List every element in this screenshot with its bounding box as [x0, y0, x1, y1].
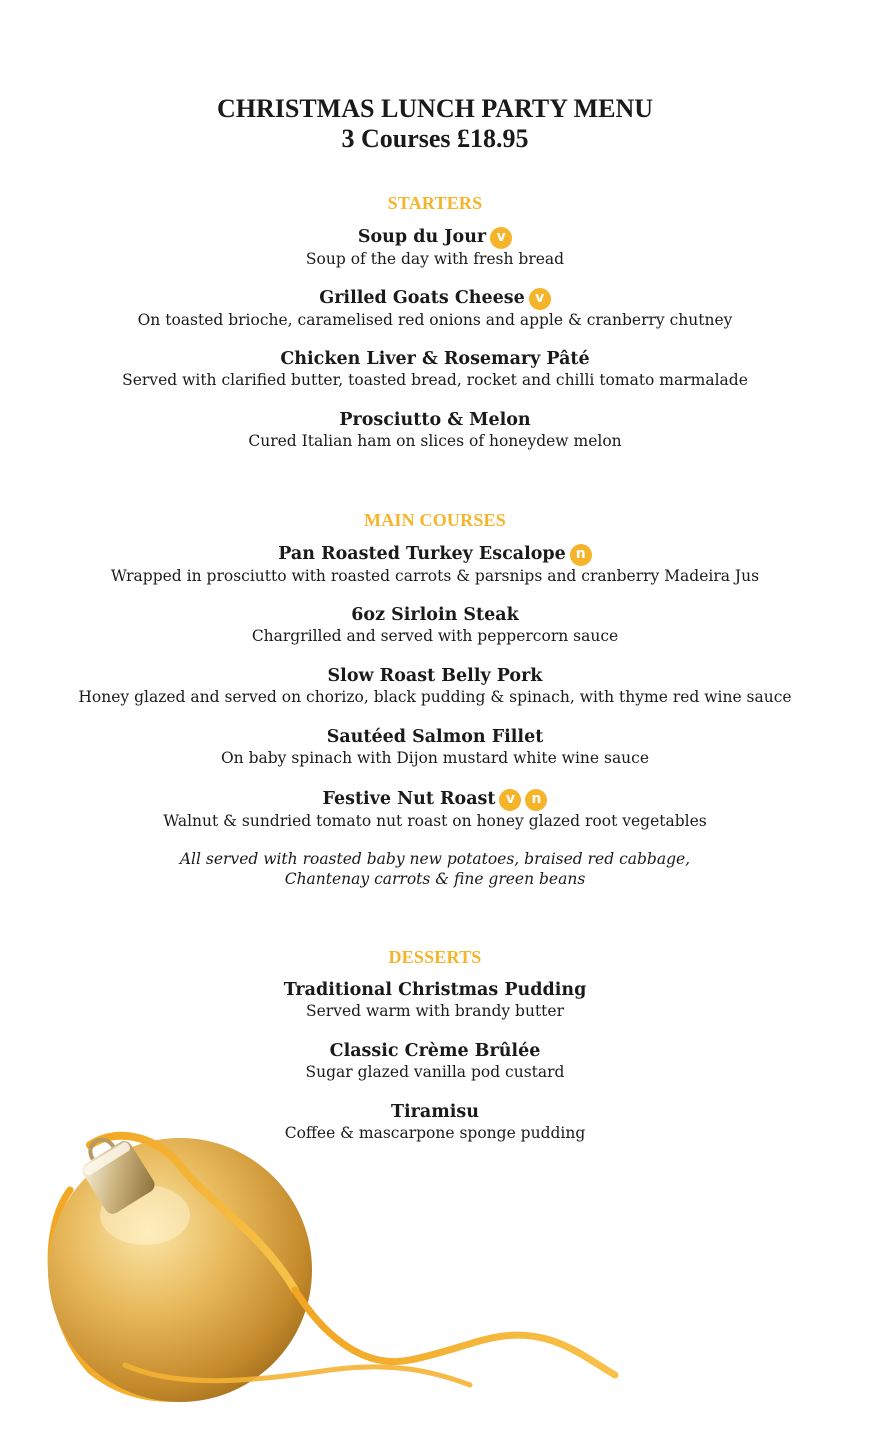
menu-item: [0, 543, 870, 586]
menu-item: [0, 604, 870, 646]
dish-name-line: [0, 979, 870, 1001]
dish-name: Classic Crème Brûlée: [329, 1041, 541, 1061]
dish-description: Cured Italian ham on slices of honeydew melon: [248, 432, 622, 450]
menu-title: CHRISTMAS LUNCH PARTY MENU: [216, 94, 654, 123]
dish-name: Tiramisu: [391, 1102, 479, 1122]
menu-item: [0, 979, 870, 1021]
dish-name-line: [0, 226, 870, 249]
section-heading-mains: MAIN COURSES: [364, 510, 506, 530]
dish-description: Chargrilled and served with peppercorn sauce: [251, 627, 619, 645]
vegetarian-badge-icon: v: [499, 789, 521, 811]
menu-item: [0, 287, 870, 330]
dish-name-line: [0, 287, 870, 310]
dish-name-line: [0, 543, 870, 566]
dish-description: Served warm with brandy butter: [306, 1002, 564, 1020]
dish-description: Sugar glazed vanilla pod custard: [305, 1063, 565, 1081]
dish-description: On baby spinach with Dijon mustard white wine sauce: [220, 749, 650, 767]
menu-item: [0, 726, 870, 768]
nuts-badge-icon: n: [570, 544, 592, 566]
dish-name-line: [0, 665, 870, 687]
menu-item: [0, 665, 870, 707]
dish-description: Walnut & sundried tomato nut roast on honey glazed root vegetables: [163, 812, 707, 830]
section-heading-starters: STARTERS: [387, 193, 483, 213]
dish-name: Sautéed Salmon Fillet: [326, 727, 544, 747]
dish-name: 6oz Sirloin Steak: [351, 605, 519, 625]
dish-name: Pan Roasted Turkey Escalope: [278, 544, 566, 564]
dish-name: Festive Nut Roast: [322, 789, 496, 809]
dish-name: Soup du Jour: [357, 227, 487, 247]
dish-name: Slow Roast Belly Pork: [327, 666, 543, 686]
mains-note-line1: All served with roasted baby new potatoes, braised red cabbage,: [179, 850, 691, 868]
dish-name-line: [0, 726, 870, 748]
vegetarian-badge-icon: v: [529, 288, 551, 310]
dish-name: Prosciutto & Melon: [339, 410, 531, 430]
vegetarian-badge-icon: v: [490, 227, 512, 249]
menu-item: [0, 226, 870, 269]
menu-price: 3 Courses £18.95: [341, 124, 529, 153]
mains-note-line2: Chantenay carrots & fine green beans: [284, 870, 586, 888]
dish-description: Served with clarified butter, toasted bread, rocket and chilli tomato marmalade: [122, 371, 748, 389]
dish-name-line: [0, 1040, 870, 1062]
dish-description: Coffee & mascarpone sponge pudding: [284, 1124, 586, 1142]
christmas-bauble-image: [30, 1120, 630, 1420]
dish-description: Honey glazed and served on chorizo, black pudding & spinach, with thyme red wine sauce: [78, 688, 792, 706]
menu-item: [0, 1040, 870, 1082]
dish-name-line: [0, 348, 870, 370]
dish-name-line: [0, 409, 870, 431]
dish-description: Wrapped in prosciutto with roasted carrots & parsnips and cranberry Madeira Jus: [110, 567, 760, 585]
dish-description: On toasted brioche, caramelised red onions and apple & cranberry chutney: [137, 311, 733, 329]
menu-item: [0, 788, 870, 831]
dish-name-line: [0, 604, 870, 626]
dish-name: Traditional Christmas Pudding: [283, 980, 587, 1000]
dish-description: Soup of the day with fresh bread: [305, 250, 565, 268]
dish-name-line: [0, 788, 870, 811]
dish-name: Chicken Liver & Rosemary Pâté: [280, 349, 590, 369]
menu-item: [0, 348, 870, 390]
nuts-badge-icon: n: [525, 789, 547, 811]
dish-name: Grilled Goats Cheese: [319, 288, 525, 308]
menu-item: [0, 409, 870, 451]
section-heading-desserts: DESSERTS: [388, 947, 482, 967]
